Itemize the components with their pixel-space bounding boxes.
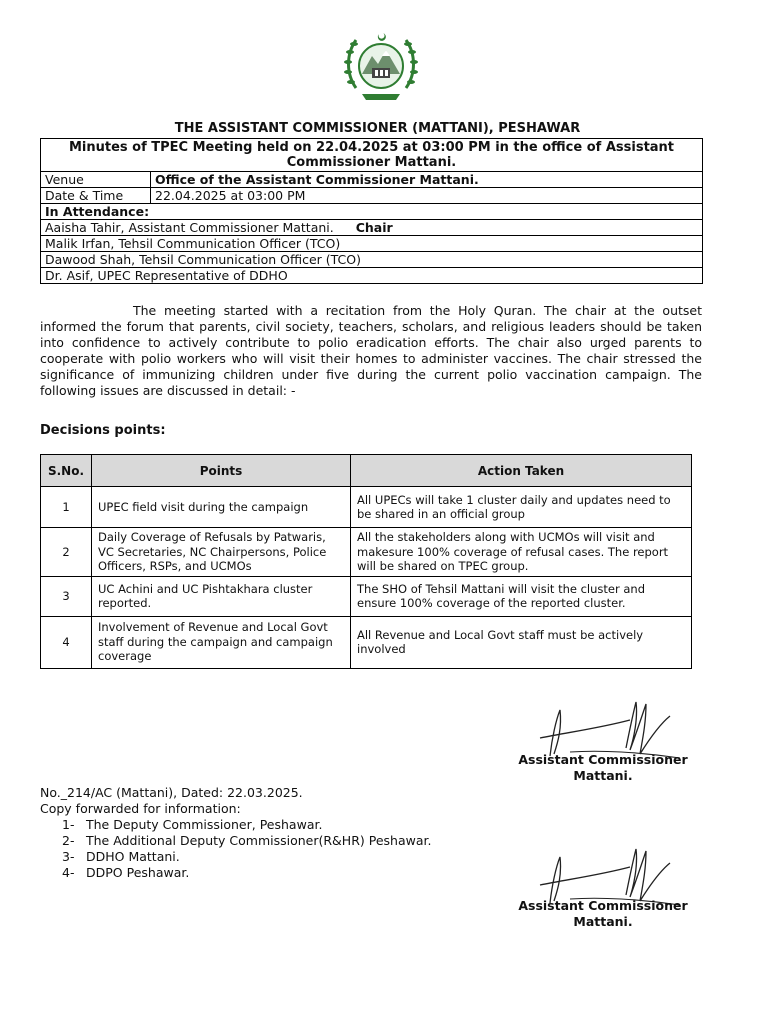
venue-label: Venue [41,172,151,188]
table-row [41,487,692,528]
signature-title-line1: Assistant Commissioner [518,898,688,913]
intro-paragraph: The meeting started with a recitation from the Holy Quran. The chair at the outset informed the forum that parents, civil society, teachers, scholars, and religious leaders should be taken into confidence to actively contribute to polio eradication efforts. The chair also urged parents to cooperate with polio workers who will visit their homes to administer vaccines. The chair stressed the significance of immunizing children under five during the current polio vaccination campaign. The following issues are discussed in detail: - [40,303,702,398]
meeting-info-table [40,138,703,284]
row-action: All Revenue and Local Govt staff must be actively involved [351,616,692,668]
header-points: Points [92,455,351,487]
government-emblem-logo [342,24,420,104]
header-action: Action Taken [351,455,692,487]
office-heading: THE ASSISTANT COMMISSIONER (MATTANI), PESHAWAR [174,121,581,136]
list-item-number: 4- [62,865,75,880]
row-sno: 4 [41,616,92,668]
list-item [62,833,431,849]
venue-value: Office of the Assistant Commissioner Mattani. [151,172,703,188]
list-item-text: DDPO Peshawar. [86,865,190,880]
table-row [41,576,692,616]
memo-number: No._214/AC (Mattani), Dated: 22.03.2025. [40,785,303,800]
signature-title-2 [513,898,693,930]
attendee-row: Dawood Shah, Tehsil Communication Officer (TCO) [41,252,703,268]
signature-title-line2: Mattani. [573,768,633,783]
attendee-row: Malik Irfan, Tehsil Communication Officer (TCO) [41,236,703,252]
header-sno: S.No. [41,455,92,487]
row-action: All UPECs will take 1 cluster daily and updates need to be shared in an official group [351,487,692,528]
minutes-title: Minutes of TPEC Meeting held on 22.04.2025 at 03:00 PM in the office of Assistant Commissioner Mattani. [41,139,703,172]
signature-title-line2: Mattani. [573,914,633,929]
row-action: All the stakeholders along with UCMOs will visit and makesure 100% coverage of refusal cases. The report will be shared on TPEC group. [351,528,692,577]
row-point: Daily Coverage of Refusals by Patwaris, VC Secretaries, NC Chairpersons, Police Officers, RSPs, and UCMOs [92,528,351,577]
row-sno: 1 [41,487,92,528]
row-sno: 3 [41,576,92,616]
list-item-text: DDHO Mattani. [86,849,180,864]
attendee-role: Chair [355,220,393,235]
signature-title-1 [513,752,693,784]
signature-title-line1: Assistant Commissioner [518,752,688,767]
decisions-table [40,454,692,669]
copy-list [62,817,431,881]
list-item-number: 1- [62,817,75,832]
row-action: The SHO of Tehsil Mattani will visit the cluster and ensure 100% coverage of the reported cluster. [351,576,692,616]
list-item-number: 3- [62,849,75,864]
list-item-text: The Deputy Commissioner, Peshawar. [86,817,323,832]
row-point: UPEC field visit during the campaign [92,487,351,528]
list-item-number: 2- [62,833,75,848]
table-row [41,616,692,668]
row-point: Involvement of Revenue and Local Govt staff during the campaign and campaign coverage [92,616,351,668]
datetime-value: 22.04.2025 at 03:00 PM [151,188,703,204]
row-sno: 2 [41,528,92,577]
row-point: UC Achini and UC Pishtakhara cluster reported. [92,576,351,616]
attendee-name: Aaisha Tahir, Assistant Commissioner Mattani. [45,220,334,235]
copy-forward-label: Copy forwarded for information: [40,801,241,816]
attendee-row [41,220,703,236]
memo-block [40,785,303,817]
table-row [41,528,692,577]
attendance-label: In Attendance: [41,204,703,220]
table-header-row [41,455,692,487]
list-item [62,849,431,865]
decisions-heading: Decisions points: [40,423,166,438]
attendee-row: Dr. Asif, UPEC Representative of DDHO [41,268,703,284]
list-item [62,817,431,833]
list-item [62,865,431,881]
list-item-text: The Additional Deputy Commissioner(R&HR) Peshawar. [86,833,432,848]
datetime-label: Date & Time [41,188,151,204]
